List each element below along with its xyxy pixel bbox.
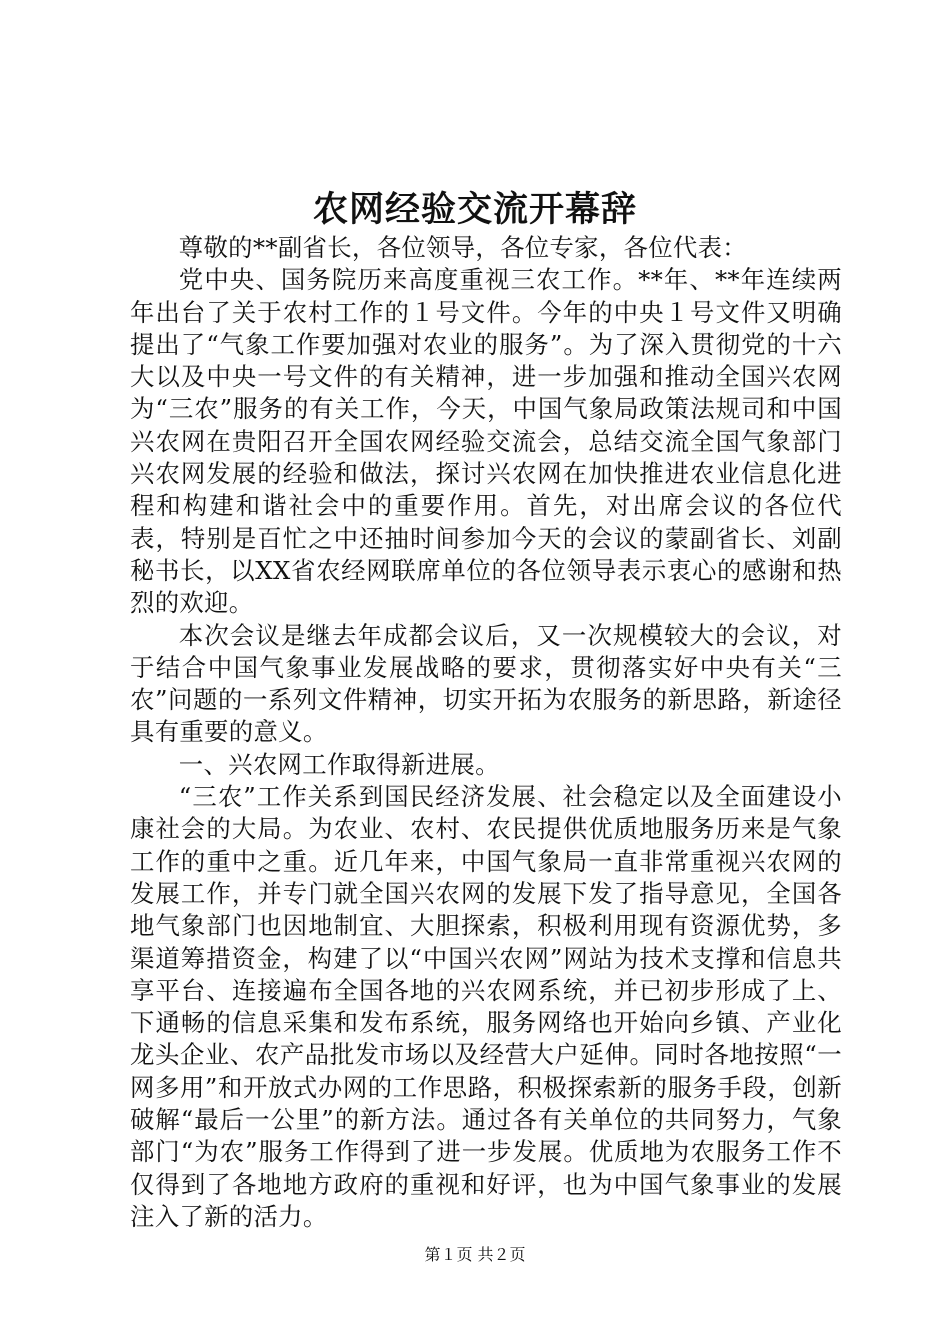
- body-paragraph: “三农”工作关系到国民经济发展、社会稳定以及全面建设小康社会的大局。为农业、农村、农民提供优质地服务历来是气象工作的重中之重。近几年来，中国气象局一直非常重视兴农网的发展工作，并专门就全国兴农网的发展下发了指导意见，全国各地气象部门也因地制宜、大胆探索，积极利用现有资源优势，多渠道筹措资金，构建了以“中国兴农网”网站为技术支撑和信息共享平台、连接遍布全国各地的兴农网系统，并已初步形成了上、下通畅的信息采集和发布系统，服务网络也开始向乡镇、产业化龙头企业、农产品批发市场以及经营大户延伸。同时各地按照“一网多用”和开放式办网的工作思路，积极探索新的服务手段，创新破解“最后一公里”的新方法。通过各有关单位的共同努力，气象部门“为农”服务工作得到了进一步发展。优质地为农服务工作不仅得到了各地地方政府的重视和好评，也为中国气象事业的发展注入了新的活力。: [130, 782, 842, 1231]
- body-paragraph: 党中央、国务院历来高度重视三农工作。**年、**年连续两年出台了关于农村工作的１号文件。今年的中央１号文件又明确提出了“气象工作要加强对农业的服务”。为了深入贯彻党的十六大以及中央一号文件的有关精神，进一步加强和推动全国兴农网为“三农”服务的有关工作，今天，中国气象局政策法规司和中国兴农网在贵阳召开全国农网经验交流会，总结交流全国气象部门兴农网发展的经验和做法，探讨兴农网在加快推进农业信息化进程和构建和谐社会中的重要作用。首先，对出席会议的各位代表，特别是百忙之中还抽时间参加今天的会议的蒙副省长、刘副秘书长，以XX省农经网联席单位的各位领导表示衷心的感谢和热烈的欢迎。: [130, 265, 842, 618]
- salutation-paragraph: 尊敬的**副省长，各位领导，各位专家，各位代表：: [178, 233, 747, 262]
- page-footer: 第１页 共２页: [424, 1245, 526, 1264]
- body-paragraph: 本次会议是继去年成都会议后，又一次规模较大的会议，对于结合中国气象事业发展战略的要求，贯彻落实好中央有关“三农”问题的一系列文件精神，切实开拓为农服务的新思路，新途径具有重要的意义。: [130, 620, 842, 747]
- document-body: [130, 232, 842, 1233]
- document-title: 农网经验交流开幕辞: [312, 189, 637, 230]
- section-heading: 一、兴农网工作取得新进展。: [178, 749, 500, 779]
